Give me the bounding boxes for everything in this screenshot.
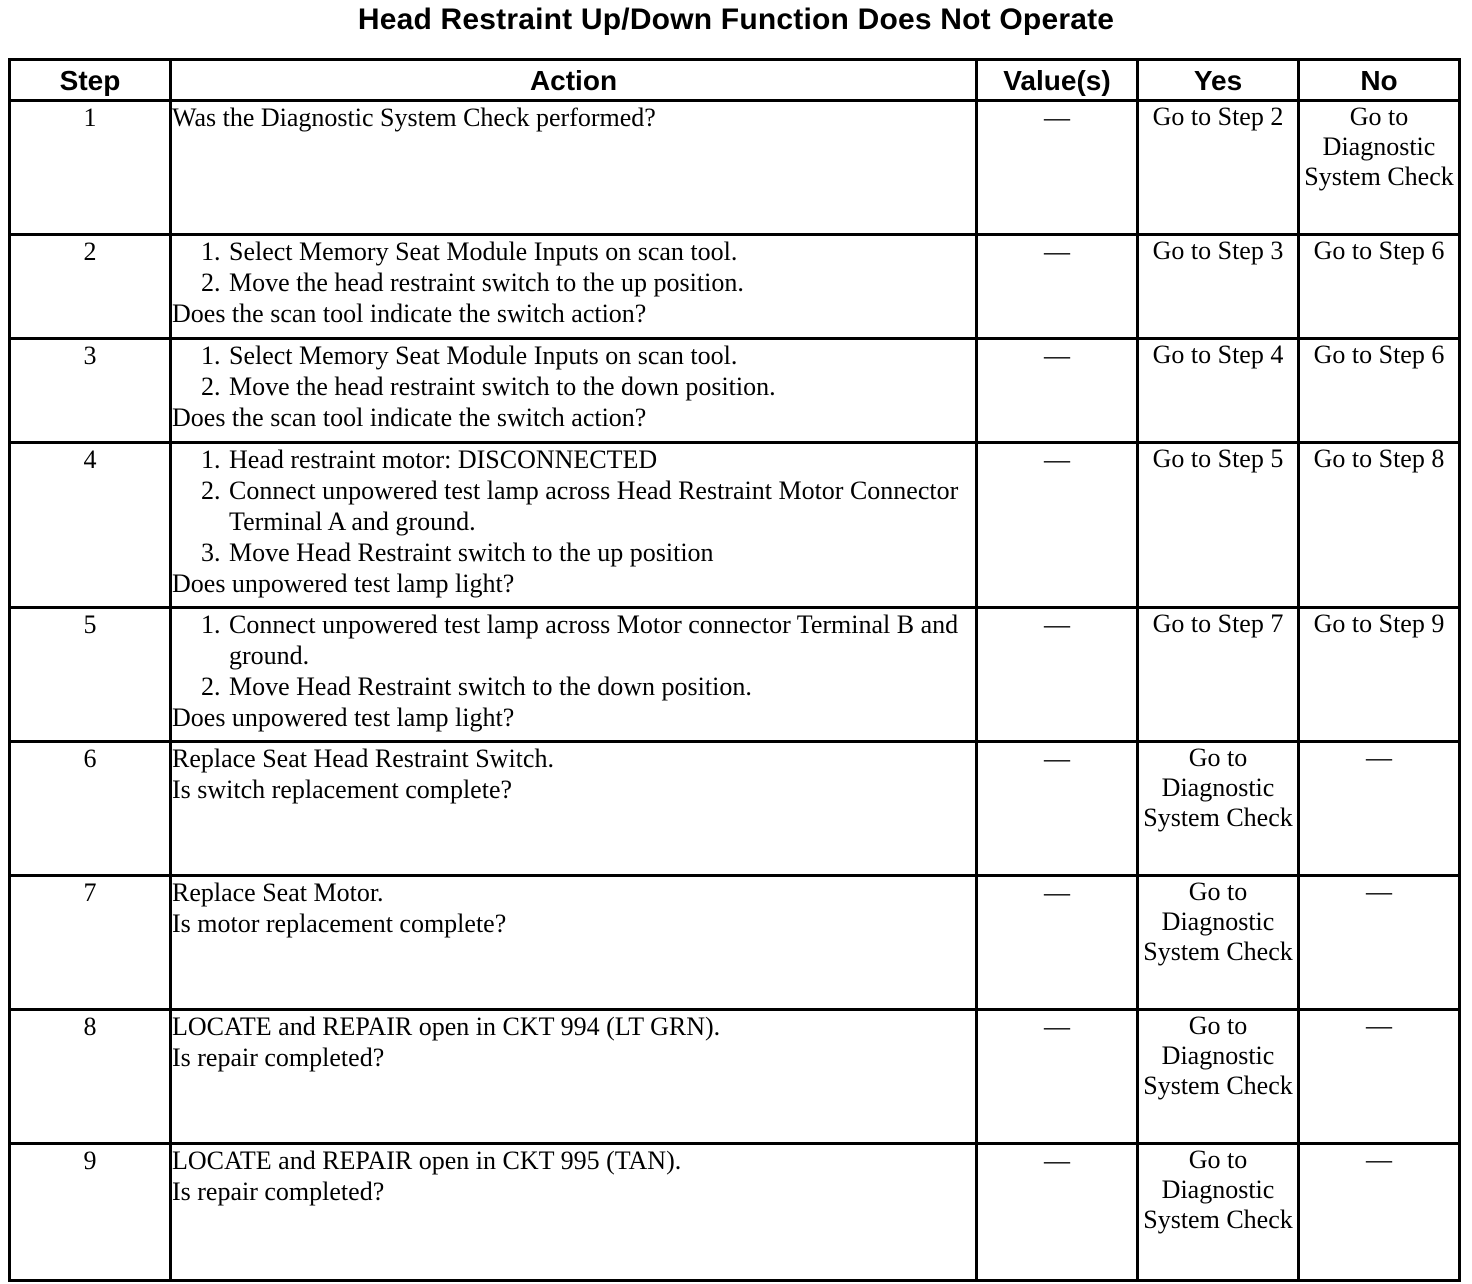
value-cell: — — [977, 876, 1138, 1010]
table-row — [10, 608, 1460, 742]
action-question: Is switch replacement complete? — [172, 775, 513, 804]
action-question: Is repair completed? — [172, 1043, 385, 1072]
action-step-item: 3. Move Head Restraint switch to the up position — [227, 537, 975, 568]
action-step-item: 2. Move the head restraint switch to the up position. — [227, 267, 975, 298]
action-steps-list — [172, 609, 975, 702]
action-question: Does the scan tool indicate the switch action? — [172, 299, 647, 328]
action-cell — [171, 235, 977, 339]
action-question: Is motor replacement complete? — [172, 909, 507, 938]
yes-result: Go to Diagnostic System Check — [1138, 876, 1299, 1010]
action-step-item: 1. Head restraint motor: DISCONNECTED — [227, 444, 975, 475]
step-number: 3 — [10, 339, 171, 443]
table-row — [10, 339, 1460, 443]
yes-result: Go to Step 3 — [1138, 235, 1299, 339]
action-cell — [171, 876, 977, 1010]
no-result: Go to Step 8 — [1299, 443, 1460, 608]
action-cell — [171, 608, 977, 742]
action-question: Does unpowered test lamp light? — [172, 569, 515, 598]
action-cell — [171, 339, 977, 443]
action-question: Is repair completed? — [172, 1177, 385, 1206]
column-header-yes: Yes — [1138, 60, 1299, 101]
column-header-no: No — [1299, 60, 1460, 101]
step-number: 8 — [10, 1010, 171, 1144]
value-cell: — — [977, 608, 1138, 742]
no-result: — — [1299, 1144, 1460, 1281]
action-steps-list — [172, 340, 975, 402]
yes-result: Go to Step 2 — [1138, 101, 1299, 235]
yes-result: Go to Diagnostic System Check — [1138, 1144, 1299, 1281]
action-statement: Replace Seat Head Restraint Switch. — [172, 744, 554, 773]
step-number: 7 — [10, 876, 171, 1010]
value-cell: — — [977, 101, 1138, 235]
no-result: — — [1299, 876, 1460, 1010]
step-number: 1 — [10, 101, 171, 235]
action-cell — [171, 1144, 977, 1281]
value-cell: — — [977, 443, 1138, 608]
column-header-step: Step — [10, 60, 171, 101]
yes-result: Go to Diagnostic System Check — [1138, 1010, 1299, 1144]
step-number: 9 — [10, 1144, 171, 1281]
action-step-item: 2. Move Head Restraint switch to the down position. — [227, 671, 975, 702]
step-number: 6 — [10, 742, 171, 876]
step-number: 4 — [10, 443, 171, 608]
action-cell — [171, 1010, 977, 1144]
yes-result: Go to Diagnostic System Check — [1138, 742, 1299, 876]
value-cell: — — [977, 1010, 1138, 1144]
action-step-item: 1. Select Memory Seat Module Inputs on scan tool. — [227, 236, 975, 267]
action-step-item: 1. Connect unpowered test lamp across Motor connector Terminal B and ground. — [227, 609, 975, 671]
no-result: — — [1299, 742, 1460, 876]
no-result: Go to Step 6 — [1299, 235, 1460, 339]
action-statement: LOCATE and REPAIR open in CKT 994 (LT GRN). — [172, 1012, 721, 1041]
yes-result: Go to Step 7 — [1138, 608, 1299, 742]
table-row — [10, 742, 1460, 876]
action-statement: LOCATE and REPAIR open in CKT 995 (TAN). — [172, 1146, 682, 1175]
diagnostic-table — [8, 58, 1461, 1282]
step-number: 5 — [10, 608, 171, 742]
value-cell: — — [977, 339, 1138, 443]
action-steps-list — [172, 236, 975, 298]
action-step-item: 2. Connect unpowered test lamp across Head Restraint Motor Connector Terminal A and ground. — [227, 475, 975, 537]
action-cell — [171, 101, 977, 235]
action-step-item: 1. Select Memory Seat Module Inputs on scan tool. — [227, 340, 975, 371]
column-header-values: Value(s) — [977, 60, 1138, 101]
no-result: Go to Diagnostic System Check — [1299, 101, 1460, 235]
yes-result: Go to Step 4 — [1138, 339, 1299, 443]
action-question: Does the scan tool indicate the switch action? — [172, 403, 647, 432]
action-step-item: 2. Move the head restraint switch to the down position. — [227, 371, 975, 402]
value-cell: — — [977, 235, 1138, 339]
action-cell — [171, 742, 977, 876]
value-cell: — — [977, 1144, 1138, 1281]
header-row — [10, 60, 1460, 101]
action-steps-list — [172, 444, 975, 568]
step-number: 2 — [10, 235, 171, 339]
table-row — [10, 101, 1460, 235]
action-question: Does unpowered test lamp light? — [172, 703, 515, 732]
no-result: — — [1299, 1010, 1460, 1144]
page-title: Head Restraint Up/Down Function Does Not Operate — [357, 3, 1115, 36]
no-result: Go to Step 6 — [1299, 339, 1460, 443]
yes-result: Go to Step 5 — [1138, 443, 1299, 608]
table-row — [10, 1144, 1460, 1281]
action-question: Was the Diagnostic System Check performed? — [172, 103, 656, 132]
no-result: Go to Step 9 — [1299, 608, 1460, 742]
action-cell — [171, 443, 977, 608]
table-row — [10, 443, 1460, 608]
table-body — [10, 101, 1460, 1281]
action-statement: Replace Seat Motor. — [172, 878, 384, 907]
table-row — [10, 876, 1460, 1010]
table-row — [10, 235, 1460, 339]
value-cell: — — [977, 742, 1138, 876]
column-header-action: Action — [171, 60, 977, 101]
table-row — [10, 1010, 1460, 1144]
